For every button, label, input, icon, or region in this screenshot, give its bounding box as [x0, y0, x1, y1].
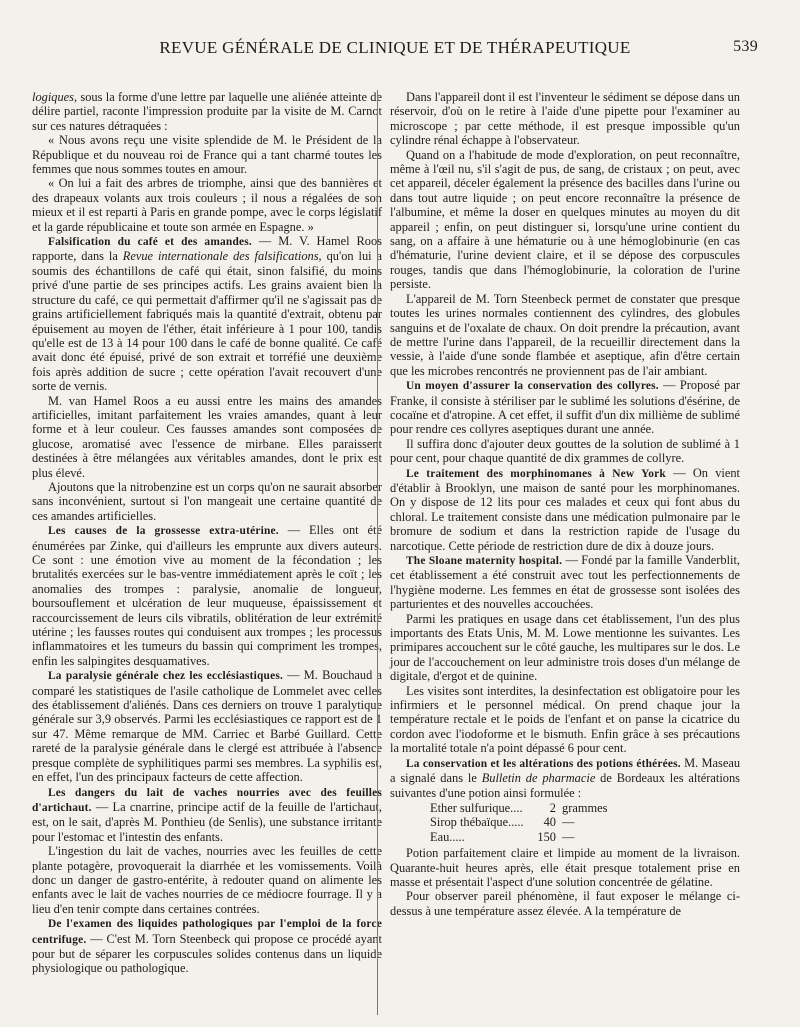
section-liquides	[32, 916, 382, 976]
section-heading: Le traitement des morphinomanes à New York	[406, 467, 666, 480]
text: sous la forme d'une lettre par laquelle une aliénée atteinte de délire partiel, raconte l'impression produite par la visite de M. Carnot sur ces natures détraquées :	[32, 90, 382, 133]
paragraph: Quand on a l'habitude de mode d'exploration, on peut reconnaître, même à l'œil nu, s'il s'agit de pus, de sang, de cristaux ; on peut, avec cet appareil, déceler également la présence des bacilles dans l'urine ou dans tout autre liquide ; on peut encore reconnaître la présence de l'albumine, et même la doser en quelques minutes au moyen du dit appareil ; enfin, on peut distinguer si, lorsqu'une urine contient du sang, on a affaire à une hématurie ou à une hémoglobinurie (en cas d'hématurie, l'urine devient claire, et il se dépose des corpuscules rouges, tandis que dans l'hémoglobinurie, la coloration de l'urine persiste.	[390, 147, 740, 292]
paragraph: Potion parfaitement claire et limpide au moment de la livraison. Quarante-huit heures après, elle était presque totalement prise en masse et présentait l'aspect d'une solution concentrée de gélatine.	[390, 846, 740, 889]
running-header	[32, 36, 758, 60]
quote-paragraph: « Nous avons reçu une visite splendide de M. le Président de la République et du nouveau roi de France qui a tant charmé toutes les femmes que nous sommes toutes en amour.	[32, 133, 382, 177]
text: — Elles ont été énumérées par Zinke, qui d'ailleurs les emprunte aux divers auteurs. Ce sont : une émotion vive au moment de la fécondation ; les brutalités exercées sur le bas-ventre immédiatement après le coït ; les anomalies des trompes : paralysie, anomalie de longueur, boursouflement et ulcération de leur muqueuse, épaississement et raccourcissement de leurs cils vibratils, oblitération de leur extrémité utérine ; les fausses routes qui conduisent aux trompes ; les processus inflammatoires et les tumeurs du bassin qui compriment les trompes, enfin les salpingites desquamatives.	[32, 523, 382, 668]
ingredient-unit: —	[562, 829, 575, 844]
italic-text: Revue internationale des falsifications,	[122, 249, 322, 264]
section-collyres	[390, 378, 740, 437]
text: — Proposé par Franke, il consiste à stériliser par le sublimé les solutions d'ésérine, de cocaïne et d'atropine. A cet effet, il suffit d'un dix millième de sublimé pour rendre ces collyres aseptiques durant une année.	[390, 378, 740, 437]
paragraph: L'appareil de M. Torn Steenbeck permet de constater que presque toutes les urines normales contiennent des cylindres, des globules sanguins et de l'oxalate de chaux. On doit prendre la précaution, avant de mettre l'urine dans l'appareil, de la recueillir directement dans la vessie, à l'aide d'une sonde flambée et aseptique, afin d'être certain que les microbes rencontrés ne proviennent pas de l'air ambiant.	[390, 291, 740, 378]
paragraph: Dans l'appareil dont il est l'inventeur le sédiment se dépose dans un réservoir, d'où on le retire à l'aide d'une pipette pour l'examiner au microscope ; par cette méthode, il est presque impossible qu'un cylindre rénal échappe à l'observateur.	[390, 90, 740, 148]
formula-list	[430, 801, 740, 844]
formula-row	[430, 801, 740, 815]
italic-text: logiques,	[32, 90, 78, 104]
paragraph: M. van Hamel Roos a eu aussi entre les mains des amandes artificielles, imitant parfaitement les vraies amandes, quant à leur forme et à leur couleur. Ces fausses amandes sont composées de glucose, aromatisé avec l'essence de mirbane. Elles paraissent destinées à être mélangées aux véritables amandes, dont le prix est plus élevé.	[32, 393, 382, 480]
ingredient-quantity: 150	[537, 829, 556, 844]
section-heading: De l'examen des liquides pathologiques par l'emploi de la force centrifuge.	[32, 918, 382, 946]
paragraph: L'ingestion du lait de vaches, nourries avec les feuilles de cette plante potagère, provoquerait la diarrhée et les vomissements. Voilà donc un danger de gastro-entérite, à redouter quand on alimente les enfants avec le lait de vaches nourries de ce médiocre fourrage. Il y a lieu d'en tenir compte dans certaines contrées.	[32, 844, 382, 916]
formula-row	[430, 830, 740, 844]
italic-text: Bulletin de pharmacie	[481, 771, 596, 786]
right-column	[390, 90, 740, 918]
ingredient-name: Eau.....	[430, 829, 465, 844]
text: M. Maseau a signalé dans le	[390, 755, 741, 786]
text: — M. Bouchaud a comparé les statistiques de l'asile catholique de Lommelet avec celles des établissement d'aliénés. Dans ces derniers on trouve 1 paralytique générale sur 3,9 observés. Parmi les ecclésiastiques ce rapport est de 1 sur 47. Même remarque de MM. Carriec et Barbé Guillard. Cette rareté de la paralysie générale dans le clergé est attribuée à l'absence presque complète de syphilitiques parmi ses membres. La syphilis est, en effet, l'un des principaux facteurs de cette affection.	[32, 668, 382, 785]
paragraph	[32, 90, 382, 133]
section-heading: The Sloane maternity hospital.	[406, 555, 563, 567]
section-heading: La paralysie générale chez les ecclésiastiques.	[48, 670, 284, 683]
section-paralysie	[32, 668, 382, 784]
section-sloane	[390, 553, 740, 612]
section-lait-vaches	[32, 785, 382, 845]
ingredient-unit: —	[562, 815, 575, 830]
section-grossesse	[32, 523, 382, 668]
paragraph: Parmi les pratiques en usage dans cet établissement, l'un des plus importants des Etats Unis, M. M. Lowe mentionne les suivantes. Les primipares accouchent sur le côté gauche, les multipares sur le dos. Le jour de l'accouchement on leur administre trois doses d'un mélange de digitale, d'ergot et de quinine.	[390, 611, 740, 684]
ingredient-name: Ether sulfurique....	[430, 800, 523, 815]
paragraph: Pour observer pareil phénomène, il faut exposer le mélange ci-dessus à une température assez élevée. A la température de	[390, 889, 740, 918]
section-heading: Falsification du café et des amandes.	[48, 236, 252, 249]
section-heading: La conservation et les altérations des potions éthérées.	[406, 757, 681, 770]
text: — On vient d'établir à Brooklyn, une maison de santé pour les morphinomanes. On y dispose de 12 lits pour ces malades et ceux qui font abus du chloral. Le traitement consiste dans une médication pulmonaire par le bromure de sodium et dans la restriction rapide de l'usage du narcotique. Cette période de restriction dure de dix à douze jours.	[390, 465, 740, 553]
text: qu'on lui a soumis des échantillons de café qui était, sinon falsifié, du moins privé d'une partie de ses principes actifs. Les grains avaient bien la structure du café, ce qui permettait d'affirmer qu'il ne s'agissait pas de grains artificiellement fabriqués mais la quantité d'extrait, obtenu par épuisement au moyen de l'éther, était inférieure à 1 pour 100, tandis qu'elle est de 13 à 14 pour 100 dans le café de bonne qualité. Ce café avait donc été épuisé, privé de son extrait et torréfié une deuxième fois après addition de sucre ; cette opération l'avait recouvert d'une sorte de vernis.	[32, 249, 383, 394]
journal-title: REVUE GÉNÉRALE DE CLINIQUE ET DE THÉRAPEUTIQUE	[159, 38, 631, 57]
ingredient-quantity: 2	[549, 800, 556, 815]
ingredient-name: Sirop thébaïque.....	[430, 815, 524, 830]
column-divider	[377, 90, 378, 1015]
text: — Fondé par la famille Vanderblit, cet établissement a été construit avec tout les perfectionnements de l'hygiène moderne. Les femmes en état de grossesse sont isolées des parturientes et des nouvelles accouchées.	[390, 553, 740, 612]
ingredient-unit: grammes	[562, 800, 608, 815]
text: de Bordeaux les altérations suivantes d'une potion ainsi formulée :	[390, 771, 740, 800]
section-heading: Les dangers du lait de vaches nourries avec des feuilles d'artichaut.	[32, 786, 382, 814]
page-number: 539	[733, 38, 758, 55]
ingredient-quantity: 40	[543, 815, 556, 830]
text: — C'est M. Torn Steenbeck qui propose ce procédé ayant pour but de séparer les corpuscules solides contenus dans un liquide physiologique ou pathologique.	[32, 931, 382, 976]
paragraph: Les visites sont interdites, la desinfectation est obligatoire pour les infirmiers et le personnel médical. On prend chaque jour la température rectale et le poids de l'enfant et on panse la cicatrice du cordon avec l'iodoforme et le bismuth. Enfin grâce à ses précautions la mortalité totale n'a point dépassé 6 pour cent.	[390, 683, 740, 756]
text: — La cnarrine, principe actif de la feuille de l'artichaut, est, on le sait, d'après M. Ponthieu (de Senlis), une substance irritante pour l'estomac et l'intestin des enfants.	[32, 799, 382, 844]
section-falsification	[32, 234, 382, 393]
formula-row	[430, 815, 740, 829]
section-heading: Les causes de la grossesse extra-utérine.	[48, 525, 279, 538]
section-potions	[390, 756, 740, 800]
quote-paragraph: « On lui a fait des arbres de triomphe, ainsi que des bannières et des drapeaux volants aux trois couleurs ; il nous a régalées de son mieux et il est reparti à Paris en grande pompe, avec le corps législatif et la garde républicaine et toute son armée en Espagne. »	[32, 176, 382, 234]
paragraph: Il suffira donc d'ajouter deux gouttes de la solution de sublimé à 1 pour cent, pour chaque quantité de dix grammes de collyre.	[390, 436, 740, 466]
section-morphinomanes	[390, 466, 740, 553]
section-heading: Un moyen d'assurer la conservation des collyres.	[406, 380, 659, 393]
paragraph: Ajoutons que la nitrobenzine est un corps qu'on ne saurait absorber sans inconvénient, surtout si l'on mangeait une certaine quantité de ces amandes artificielles.	[32, 479, 382, 523]
left-column	[32, 90, 382, 976]
text: — M. V. Hamel Roos rapporte, dans la	[32, 234, 382, 264]
